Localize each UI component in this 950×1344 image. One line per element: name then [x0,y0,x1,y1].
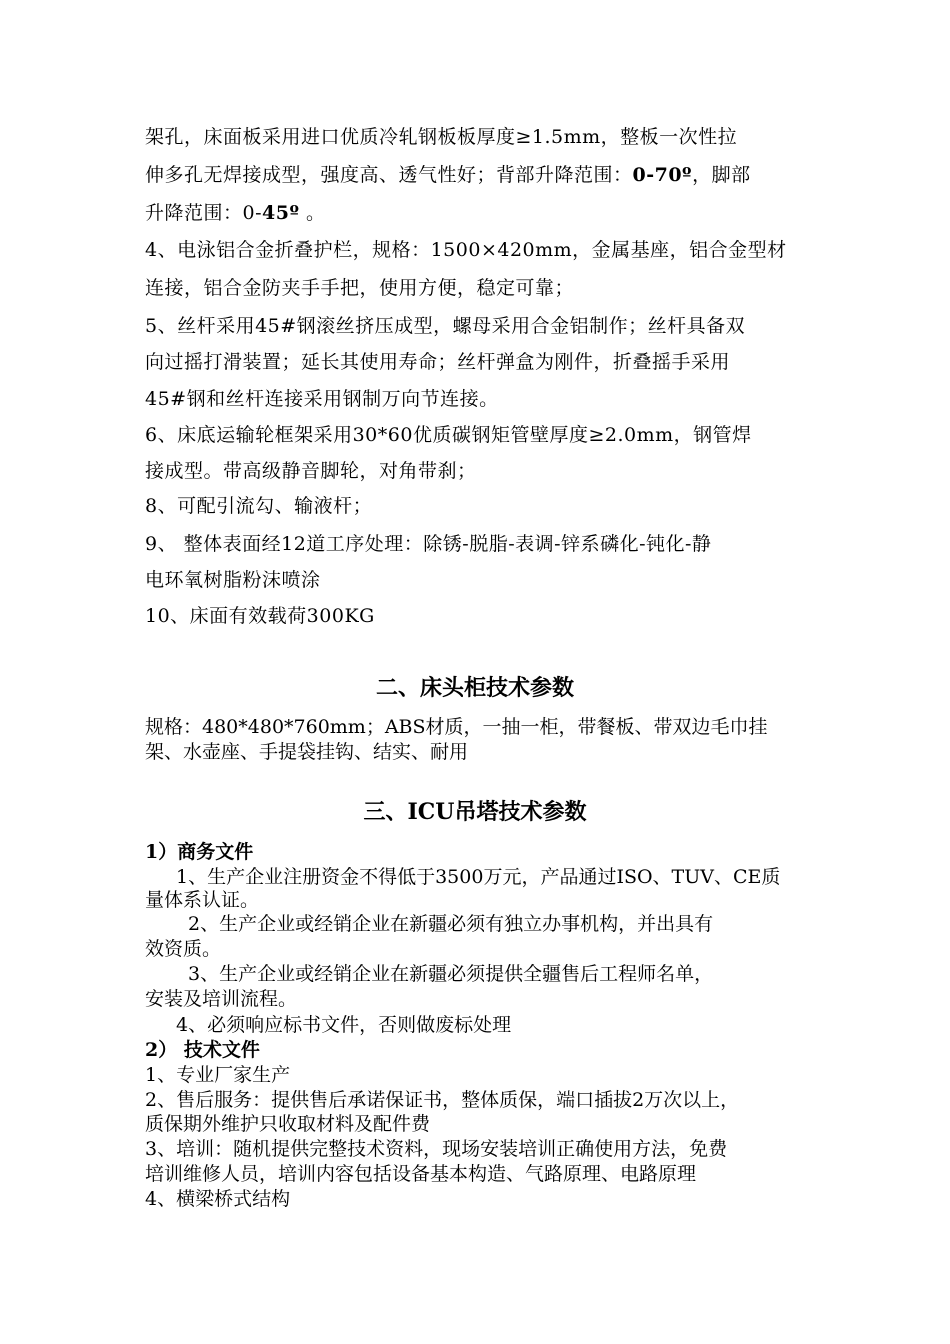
paragraph-line [145,201,326,225]
paragraph-line: 连接，铝合金防夹手手把，使用方便，稳定可靠； [145,277,575,299]
angle-value: 0-70º [632,164,693,186]
paragraph-line: 10、床面有效载荷300KG [145,605,375,627]
text-run: 。 [299,202,326,224]
paragraph-line: 接成型。带高级静音脚轮，对角带刹； [145,460,477,482]
angle-value: 45º [262,202,300,224]
paragraph-line: 4、必须响应标书文件，否则做废标处理 [176,1014,512,1036]
paragraph-line: 架孔，床面板采用进口优质冷轧钢板板厚度≥1.5mm，整板一次性拉 [145,126,738,148]
paragraph-line: 电环氧树脂粉沫喷涂 [145,569,321,591]
paragraph-line: 6、床底运输轮框架采用30*60优质碳钢矩管壁厚度≥2.0mm，钢管焊 [145,424,752,446]
paragraph-line: 1、专业厂家生产 [145,1064,291,1086]
text-run: 伸多孔无焊接成型，强度高、透气性好；背部升降范围： [145,164,633,186]
paragraph-line: 安装及培训流程。 [145,988,298,1010]
paragraph-line: 4、横梁桥式结构 [145,1188,291,1210]
subsection-heading: 1）商务文件 [145,841,254,863]
text-run: 升降范围：0- [145,202,263,224]
paragraph-line: 1、生产企业注册资金不得低于3500万元，产品通过ISO、TUV、CE质 [176,866,781,888]
section-heading: 三、ICU吊塔技术参数 [363,799,587,825]
paragraph-line: 3、生产企业或经销企业在新疆必须提供全疆售后工程师名单， [188,963,714,985]
section-heading: 二、床头柜技术参数 [375,675,574,701]
paragraph-line: 培训维修人员，培训内容包括设备基本构造、气路原理、电路原理 [145,1163,697,1185]
paragraph-line: 质保期外维护只收取材料及配件费 [145,1113,431,1135]
paragraph-line: 架、水壶座、手提袋挂钩、结实、耐用 [145,741,469,763]
paragraph-line: 量体系认证。 [145,889,260,911]
paragraph-line: 2、售后服务：提供售后承诺保证书，整体质保，端口插拔2万次以上， [145,1089,740,1111]
paragraph-line: 9、 整体表面经12道工序处理：除锈-脱脂-表调-锌系磷化-钝化-静 [145,533,712,555]
paragraph-line: 规格：480*480*760mm；ABS材质，一抽一柜，带餐板、带双边毛巾挂 [145,716,768,738]
text-run: ，脚部 [692,164,751,186]
subsection-heading: 2） 技术文件 [145,1039,260,1061]
paragraph-line: 5、丝杆采用45#钢滚丝挤压成型，螺母采用合金铝制作；丝杆具备双 [145,315,746,337]
paragraph-line [145,163,751,187]
paragraph-line: 2、生产企业或经销企业在新疆必须有独立办事机构，并出具有 [188,913,714,935]
paragraph-line: 向过摇打滑装置；延长其使用寿命；丝杆弹盒为刚件，折叠摇手采用 [145,351,731,373]
paragraph-line: 3、培训：随机提供完整技术资料，现场安装培训正确使用方法，免费 [145,1138,728,1160]
paragraph-line: 效资质。 [145,938,222,960]
paragraph-line: 4、电泳铝合金折叠护栏，规格：1500×420mm，金属基座，铝合金型材 [145,239,787,261]
paragraph-line: 45#钢和丝杆连接采用钢制万向节连接。 [145,388,499,410]
paragraph-line: 8、可配引流勾、输液杆； [145,495,373,517]
